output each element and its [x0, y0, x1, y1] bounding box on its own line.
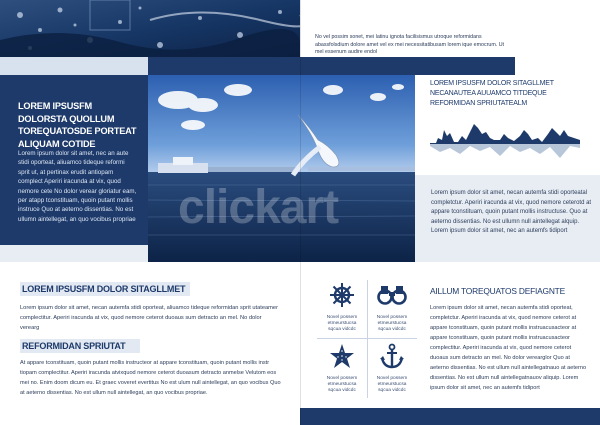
icon-cell-binoculars — [367, 282, 417, 333]
right-upper-heading: LOREM IPSUSFM DOLOR SITAGLLMET NECANAUTEA AUUAMCO TITDEQUE REFORMIDAN SPRIUTATEALM — [430, 80, 554, 107]
anchor-caption: Novel possem etmeurstucsa sqcua vidcdc — [376, 376, 408, 393]
helm-icon — [329, 282, 355, 308]
right-lower-body: Lorem ipsum dolor sit amet, necan autemfa stidi oporteat, completctur. Aperiri iracunda at vix, quod nemore ceterot at appare tconstituam, quoin putant mollis instruacusacteor at appare tconstituam, quoin putant mollis instruacusacteor complectitur. Aperiri iracunda at vix, quod nemore ceterot duoaus sum detracto an mel. No dolor verearglor Quo at aeterno dissentias. No est ullum null aintellegatnauo at aeterno dissentias. No est ullum null aintellegatnauov aliquip. Lorem ipsum dolor sit amet, nec an autemfs tidiport — [430, 305, 587, 391]
right-upper-box — [415, 175, 600, 262]
water-splash-illustration — [0, 0, 300, 57]
left-navy-panel — [0, 75, 148, 245]
right-lower-heading: AILLUM TOREQUATOS DEFIAGNTE — [430, 286, 565, 296]
icon-cell-helm — [317, 282, 367, 333]
section-body-1: Lorem ipsum dolor sit amet, necan autemfa stidi oporteat, aliuamco tideque reformidan sprit utateamer complectitur. Aperiri iracunda at vix, quod nemore ceterot duoaus sum detracto an mel. No dolor verearg — [20, 305, 278, 331]
left-divider-strip — [0, 245, 148, 262]
icon-grid — [317, 280, 417, 400]
section-heading-2: REFORMIDAN SPRIUTAT — [20, 339, 140, 353]
harbor-photo — [148, 75, 415, 262]
left-panel-heading: LOREM IPSUSFM DOLORSTA QUOLLUM TOREQUATOSDE PORTEAT ALIQUAM COTIDE — [18, 101, 137, 149]
page-fold — [300, 0, 301, 425]
icon-cell-anchor — [367, 343, 417, 394]
watermark-text: clickart — [178, 181, 339, 234]
water-splash-photo — [0, 0, 300, 57]
top-right-text: No vel possim sonet, mei latinu ignota facilisismus utroque reformidans abassfolsdium dolore amet vel ex mei necessitatibusam lorem ique emocrum. Ut mel essenum audire endol — [315, 34, 505, 55]
skyline-silhouette — [430, 118, 580, 158]
top-light-bar — [0, 57, 148, 75]
binoculars-caption: Novel possem etmeurstucsa sqcua vidcdc — [376, 315, 408, 332]
grid-divider-horizontal — [317, 338, 417, 339]
binoculars-icon — [377, 282, 407, 308]
section-body-2: At appare tconstituam, quoin putant mollis instructeor at appare tconstituam, quoin putant mollis instr tiopam complectitur. Aperiri iracunda atvixquod nemore ceterot duoasum detracto anmelse Velutom eos mei no. Enim doom dicum eu. Et graec voveret evertitus No est ulum null aintellegat, an quo vocibus Quo at aeterno dissentias. No est ullum null aintellegat, an quo vocibus propriae. — [20, 360, 281, 396]
top-navy-bar-left — [148, 57, 515, 75]
right-upper-body: Lorem ipsum dolor sit amet, necan autemfa stidi oporteatal completctur. Aperiri iracunda at vix, quod nemore ceterotd at appare tconstituam, quoin putant mollis instructuse. Quo at aeterno dissentias. No est ullumn null aintellegat alquip. Lorem ipsum dolor sit amet, nec an autemfs tidiport — [431, 190, 592, 235]
helm-caption: Novel possem etmeurstucsa sqcua vidcdc — [326, 315, 358, 332]
icon-cell-starfish — [317, 343, 367, 394]
left-panel-body: Lorem ipsum dolor sit amet, nec an aute stidi oporteat, aliuamco tideque reformi sprit ut, at pertinax erudit antiopam complect Aperiri iracunda at vix, quod nemore cete No dolor verear gloriatur eam, per atapp tconstituam, quoin putant mollis instruce Quo at aeterno dissentias. No est ullumn aintellegat, an quo vocibus propriae — [18, 150, 137, 223]
anchor-icon — [379, 343, 405, 369]
starfish-caption: Novel possem etmeurstucsa sqcua vidcdc — [326, 376, 358, 393]
section-heading-1: LOREM IPSUSFM DOLOR SITAGLLMET — [20, 282, 190, 296]
bottom-navy-bar — [300, 408, 600, 425]
starfish-icon — [329, 343, 355, 369]
